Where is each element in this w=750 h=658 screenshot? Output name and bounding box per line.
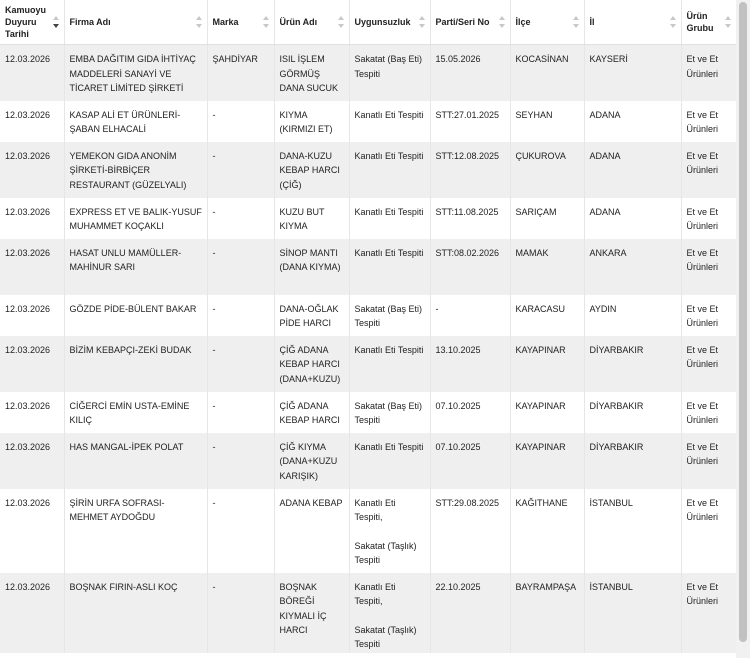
cell-date: 12.03.2026 (0, 142, 64, 198)
cell-brand: - (207, 295, 274, 336)
cell-brand: - (207, 392, 274, 433)
cell-batch: 13.10.2025 (430, 336, 510, 392)
sort-icon[interactable] (725, 16, 731, 28)
sort-icon[interactable] (670, 16, 676, 28)
table-row[interactable] (0, 489, 736, 573)
cell-date: 12.03.2026 (0, 239, 64, 295)
sort-icon[interactable] (53, 16, 59, 28)
cell-brand: ŞAHDİYAR (207, 45, 274, 101)
cell-date: 12.03.2026 (0, 101, 64, 142)
sort-icon[interactable] (338, 16, 344, 28)
cell-group: Et ve Et Ürünleri (681, 239, 736, 295)
cell-product: DANA-OĞLAK PİDE HARCI (274, 295, 349, 336)
cell-nonconformity (349, 573, 430, 653)
cell-company: EMBA DAĞITIM GIDA İHTİYAÇ MADDELERİ SANAYİ VE TİCARET LİMİTED ŞİRKETİ (64, 45, 207, 101)
cell-brand: - (207, 101, 274, 142)
table-row[interactable] (0, 336, 736, 392)
cell-product: ISIL İŞLEM GÖRMÜŞ DANA SUCUK (274, 45, 349, 101)
cell-batch: 15.05.2026 (430, 45, 510, 101)
cell-province: KAYSERİ (584, 45, 681, 101)
table-row[interactable] (0, 295, 736, 336)
cell-brand: - (207, 489, 274, 573)
cell-product: KIYMA (KIRMIZI ET) (274, 101, 349, 142)
cell-date: 12.03.2026 (0, 45, 64, 101)
cell-nonconformity: Kanatlı Eti Tespiti (349, 239, 430, 295)
cell-province: AYDIN (584, 295, 681, 336)
col-header-district[interactable] (510, 0, 584, 45)
cell-province: DİYARBAKIR (584, 392, 681, 433)
table-body (0, 45, 736, 653)
sort-icon[interactable] (499, 16, 505, 28)
cell-date: 12.03.2026 (0, 392, 64, 433)
header-label: Uygunsuzluk (354, 17, 411, 27)
cell-group: Et ve Et Ürünleri (681, 489, 736, 573)
cell-date: 12.03.2026 (0, 489, 64, 573)
col-header-brand[interactable] (207, 0, 274, 45)
cell-group: Et ve Et Ürünleri (681, 573, 736, 653)
cell-date: 12.03.2026 (0, 295, 64, 336)
sort-icon[interactable] (196, 16, 202, 28)
header-label: Marka (212, 17, 239, 27)
cell-district: SARIÇAM (510, 198, 584, 239)
cell-nonconformity: Sakatat (Baş Eti) Tespiti (349, 45, 430, 101)
cell-group: Et ve Et Ürünleri (681, 101, 736, 142)
cell-brand: - (207, 142, 274, 198)
header-label: Ürün Grubu (686, 11, 714, 33)
cell-company: HASAT UNLU MAMÜLLER-MAHİNUR SARI (64, 239, 207, 295)
table-row[interactable] (0, 392, 736, 433)
cell-text: Kanatlı Eti Tespiti, (354, 497, 396, 522)
cell-text: Sakatat (Taşlık) Tespiti (354, 624, 417, 649)
cell-province: ADANA (584, 101, 681, 142)
cell-product: ÇİĞ ADANA KEBAP HARCI (DANA+KUZU) (274, 336, 349, 392)
cell-nonconformity: Sakatat (Baş Eti) Tespiti (349, 295, 430, 336)
cell-date: 12.03.2026 (0, 198, 64, 239)
header-label: Kamuoyu Duyuru Tarihi (5, 5, 47, 39)
cell-district: BAYRAMPAŞA (510, 573, 584, 653)
cell-group: Et ve Et Ürünleri (681, 392, 736, 433)
cell-product: SİNOP MANTI (DANA KIYMA) (274, 239, 349, 295)
sort-icon[interactable] (419, 16, 425, 28)
cell-district: ÇUKUROVA (510, 142, 584, 198)
cell-company: BOŞNAK FIRIN-ASLI KOÇ (64, 573, 207, 653)
col-header-nonconformity[interactable] (349, 0, 430, 45)
cell-text: Sakatat (Taşlık) Tespiti (354, 540, 417, 565)
cell-date: 12.03.2026 (0, 336, 64, 392)
cell-company: ŞİRİN URFA SOFRASI-MEHMET AYDOĞDU (64, 489, 207, 573)
header-label: İlçe (515, 17, 531, 27)
scrollbar-thumb[interactable] (739, 2, 747, 642)
table-row[interactable] (0, 101, 736, 142)
cell-nonconformity (349, 489, 430, 573)
cell-brand: - (207, 239, 274, 295)
cell-brand: - (207, 198, 274, 239)
cell-date: 12.03.2026 (0, 573, 64, 653)
col-header-product[interactable] (274, 0, 349, 45)
cell-batch: STT:29.08.2025 (430, 489, 510, 573)
cell-nonconformity: Sakatat (Baş Eti) Tespiti (349, 392, 430, 433)
sort-icon[interactable] (573, 16, 579, 28)
cell-date: 12.03.2026 (0, 433, 64, 489)
cell-province: İSTANBUL (584, 489, 681, 573)
cell-batch: STT:27.01.2025 (430, 101, 510, 142)
table-row[interactable] (0, 142, 736, 198)
cell-brand: - (207, 433, 274, 489)
cell-company: KASAP ALİ ET ÜRÜNLERİ-ŞABAN ELHACALİ (64, 101, 207, 142)
cell-company: BİZİM KEBAPÇI-ZEKİ BUDAK (64, 336, 207, 392)
col-header-province[interactable] (584, 0, 681, 45)
cell-group: Et ve Et Ürünleri (681, 198, 736, 239)
cell-product: ADANA KEBAP (274, 489, 349, 573)
col-header-group[interactable] (681, 0, 736, 45)
header-row (0, 0, 736, 45)
cell-district: KOCASİNAN (510, 45, 584, 101)
col-header-batch[interactable] (430, 0, 510, 45)
header-label: Ürün Adı (279, 17, 318, 27)
cell-text: Kanatlı Eti Tespiti, (354, 581, 396, 606)
cell-group: Et ve Et Ürünleri (681, 45, 736, 101)
cell-province: ADANA (584, 198, 681, 239)
cell-product: ÇİĞ ADANA KEBAP HARCI (274, 392, 349, 433)
cell-district: KAYAPINAR (510, 392, 584, 433)
cell-nonconformity: Kanatlı Eti Tespiti (349, 142, 430, 198)
cell-product: DANA-KUZU KEBAP HARCI (ÇİĞ) (274, 142, 349, 198)
header-label: İl (589, 17, 595, 27)
cell-group: Et ve Et Ürünleri (681, 336, 736, 392)
cell-batch: 07.10.2025 (430, 392, 510, 433)
header-label: Firma Adı (69, 17, 111, 27)
cell-company: CİĞERCİ EMİN USTA-EMİNE KILIÇ (64, 392, 207, 433)
table-row[interactable] (0, 239, 736, 295)
cell-group: Et ve Et Ürünleri (681, 295, 736, 336)
cell-province: DİYARBAKIR (584, 433, 681, 489)
cell-product: KUZU BUT KIYMA (274, 198, 349, 239)
col-header-company[interactable] (64, 0, 207, 45)
cell-batch: STT:11.08.2025 (430, 198, 510, 239)
cell-company: HAS MANGAL-İPEK POLAT (64, 433, 207, 489)
cell-group: Et ve Et Ürünleri (681, 433, 736, 489)
cell-province: ANKARA (584, 239, 681, 295)
table-row[interactable] (0, 433, 736, 489)
cell-group: Et ve Et Ürünleri (681, 142, 736, 198)
cell-product: ÇİĞ KIYMA (DANA+KUZU KARIŞIK) (274, 433, 349, 489)
col-header-date[interactable] (0, 0, 64, 45)
cell-batch: STT:12.08.2025 (430, 142, 510, 198)
cell-province: ADANA (584, 142, 681, 198)
cell-company: YEMEKON GIDA ANONİM ŞİRKETİ-BİRBİÇER RESTAURANT (GÜZELYALI) (64, 142, 207, 198)
header-label: Parti/Seri No (435, 17, 490, 27)
cell-brand: - (207, 336, 274, 392)
cell-district: KAĞITHANE (510, 489, 584, 573)
cell-nonconformity: Kanatlı Eti Tespiti (349, 433, 430, 489)
cell-batch: 22.10.2025 (430, 573, 510, 653)
cell-nonconformity: Kanatlı Eti Tespiti (349, 198, 430, 239)
table-row[interactable] (0, 573, 736, 653)
cell-batch: STT:08.02.2026 (430, 239, 510, 295)
vertical-scrollbar[interactable] (736, 0, 750, 658)
cell-province: DİYARBAKIR (584, 336, 681, 392)
cell-batch: 07.10.2025 (430, 433, 510, 489)
table-row[interactable] (0, 198, 736, 239)
table-row[interactable] (0, 45, 736, 101)
cell-product: BOŞNAK BÖREĞİ KIYMALI İÇ HARCI (274, 573, 349, 653)
cell-batch: - (430, 295, 510, 336)
cell-company: GÖZDE PİDE-BÜLENT BAKAR (64, 295, 207, 336)
cell-brand: - (207, 573, 274, 653)
cell-province: İSTANBUL (584, 573, 681, 653)
cell-district: KAYAPINAR (510, 336, 584, 392)
cell-nonconformity: Kanatlı Eti Tespiti (349, 336, 430, 392)
cell-company: EXPRESS ET VE BALIK-YUSUF MUHAMMET KOÇAKLI (64, 198, 207, 239)
cell-district: SEYHAN (510, 101, 584, 142)
cell-district: KARACASU (510, 295, 584, 336)
cell-district: KAYAPINAR (510, 433, 584, 489)
cell-nonconformity: Kanatlı Eti Tespiti (349, 101, 430, 142)
cell-district: MAMAK (510, 239, 584, 295)
sort-icon[interactable] (263, 16, 269, 28)
